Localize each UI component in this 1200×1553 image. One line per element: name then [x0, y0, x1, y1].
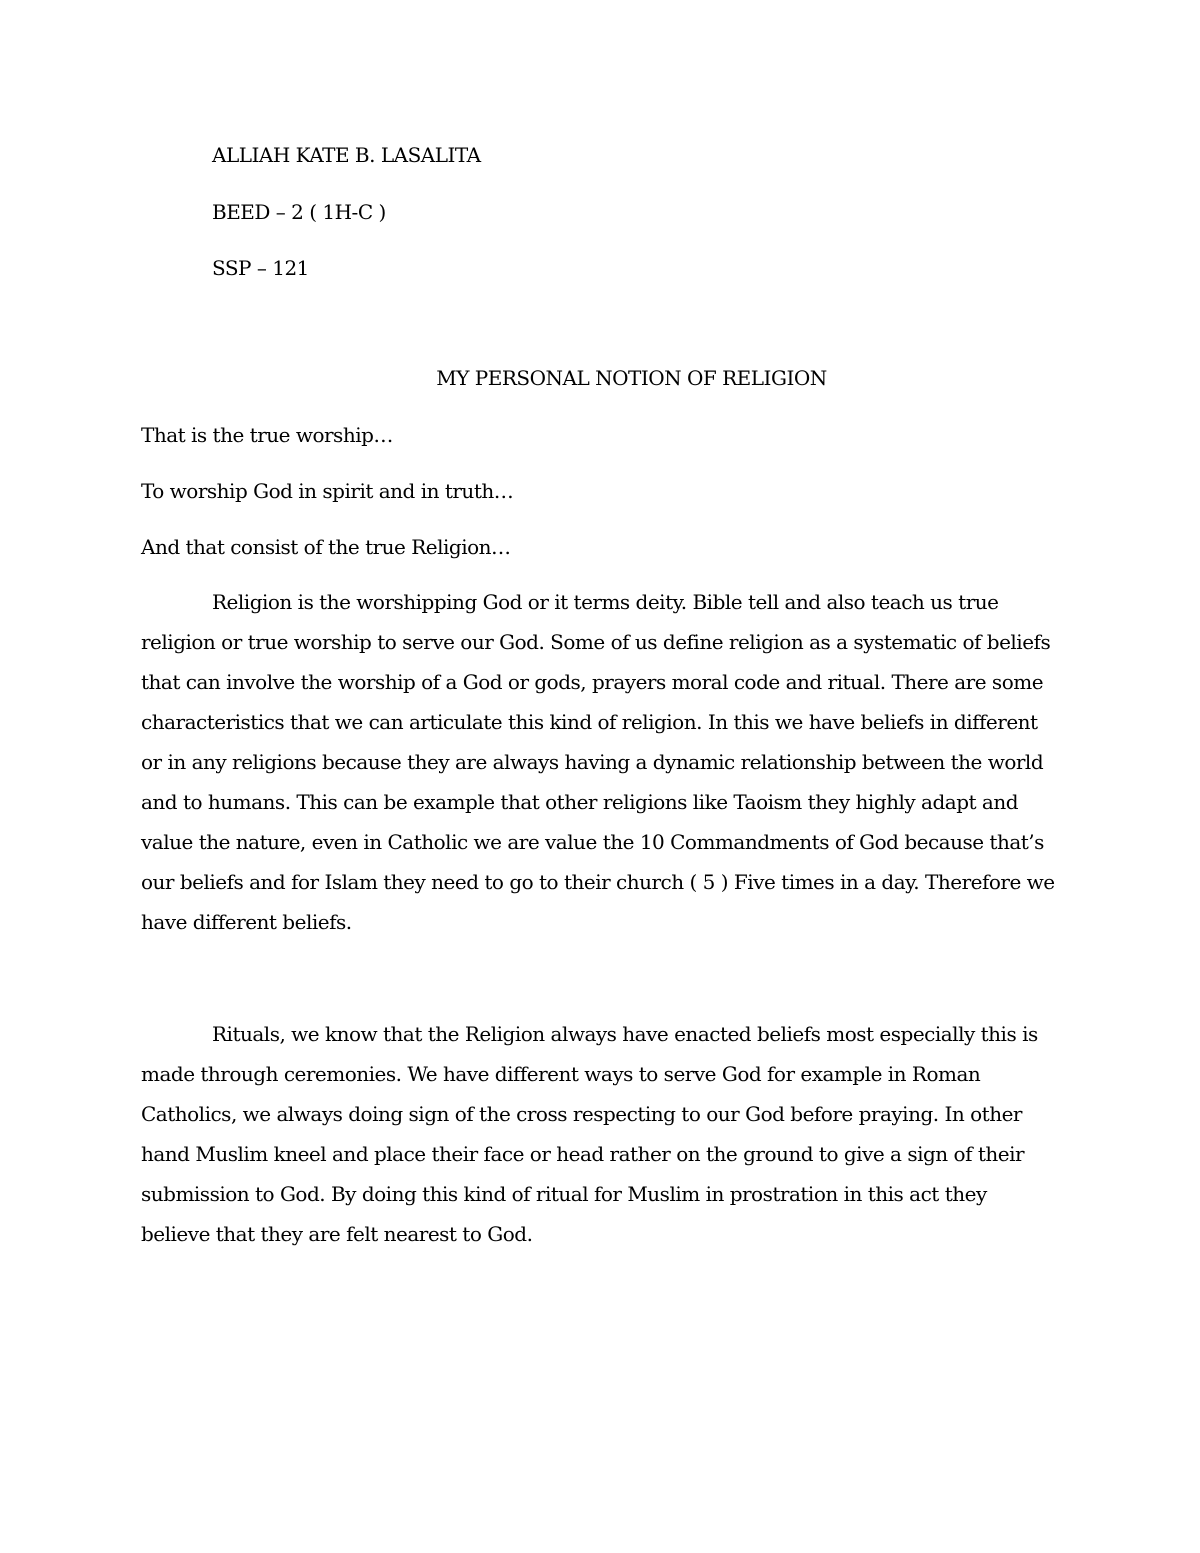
student-name: ALLIAH KATE B. LASALITA — [212, 143, 481, 167]
course-section: BEED – 2 ( 1H-C ) — [212, 200, 386, 224]
intro-line: And that consist of the true Religion… — [141, 535, 511, 559]
body-paragraph-rituals: Rituals, we know that the Religion always have enacted beliefs most especially this is made through ceremonies. We have different ways to serve God for example in Roman Catholics, we always doing sign of the cross respecting to our God before praying. In other hand Muslim kneel and place their face or head rather on the ground to give a sign of their submission to God. By doing this kind of ritual for Muslim in prostration in this act they believe that they are felt nearest to God. — [141, 1022, 1038, 1246]
body-paragraph-religion: Religion is the worshipping God or it terms deity. Bible tell and also teach us true religion or true worship to serve our God. Some of us define religion as a systematic of beliefs that can involve the worship of a God or gods, prayers moral code and ritual. There are some characteristics that we can articulate this kind of religion. In this we have beliefs in different or in any religions because they are always having a dynamic relationship between the world and to humans. This can be example that other religions like Taoism they highly adapt and value the nature, even in Catholic we are value the 10 Commandments of God because that’s our beliefs and for Islam they need to go to their church ( 5 ) Five times in a day. Therefore we have different beliefs. — [141, 590, 1055, 934]
intro-line: To worship God in spirit and in truth… — [141, 479, 514, 503]
intro-line: That is the true worship… — [141, 423, 393, 447]
subject-code: SSP – 121 — [212, 256, 309, 280]
document-title: MY PERSONAL NOTION OF RELIGION — [436, 366, 827, 390]
